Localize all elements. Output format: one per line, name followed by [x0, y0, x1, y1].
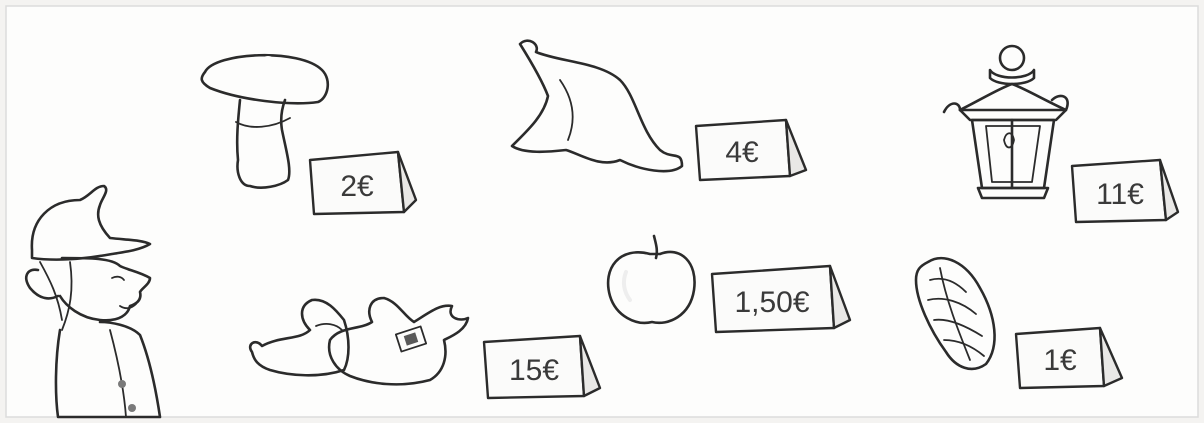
price-tag-lantern — [1072, 160, 1178, 222]
price-label: 4€ — [725, 136, 759, 169]
price-label: 11€ — [1096, 178, 1144, 211]
price-tag-apple — [712, 266, 850, 332]
price-label: 1,50€ — [734, 286, 810, 319]
price-label: 15€ — [508, 354, 560, 387]
price-tag-mushroom — [310, 152, 416, 214]
price-tag-hat — [696, 120, 806, 180]
price-tag-shoes — [484, 336, 600, 398]
price-label: 1€ — [1043, 344, 1077, 377]
price-label: 2€ — [340, 170, 374, 203]
